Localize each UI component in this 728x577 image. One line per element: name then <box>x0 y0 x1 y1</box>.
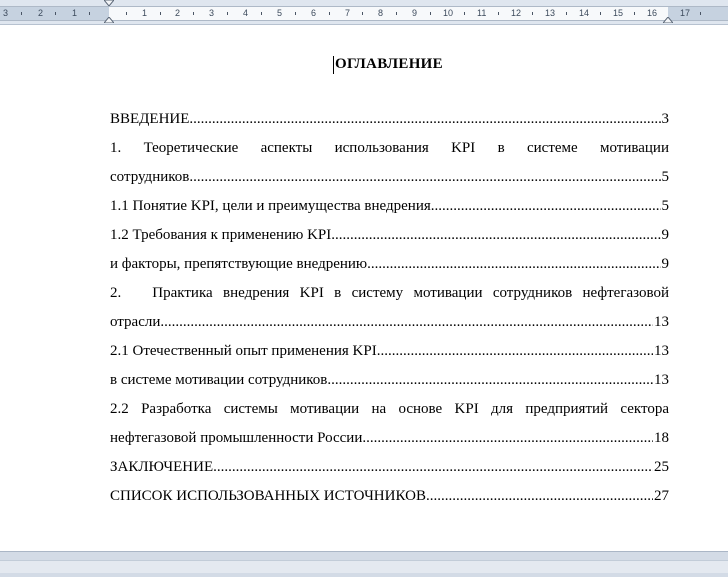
toc-leader <box>189 105 660 134</box>
toc-entry[interactable] <box>110 250 669 279</box>
right-indent-marker[interactable] <box>663 17 673 23</box>
page-title: ОГЛАВЛЕНИЕ <box>335 56 443 72</box>
ruler-tick <box>55 12 56 15</box>
ruler-label: 15 <box>613 8 624 18</box>
ruler-label: 10 <box>443 8 454 18</box>
ruler-tick <box>89 12 90 15</box>
ruler-label: 17 <box>680 8 691 18</box>
ruler-tick <box>362 12 363 15</box>
toc-page-number: 3 <box>661 111 669 127</box>
toc-entry-text: в системе мотивации сотрудников <box>110 372 328 388</box>
ruler-tick <box>498 12 499 15</box>
ruler-label: 1 <box>72 8 78 18</box>
ruler-tick <box>227 12 228 15</box>
ruler-label: 3 <box>3 8 9 18</box>
ruler-tick <box>600 12 601 15</box>
status-bar <box>0 551 728 577</box>
ruler-tick <box>261 12 262 15</box>
toc-entry[interactable] <box>110 337 669 366</box>
left-indent-marker[interactable] <box>104 17 114 23</box>
toc-page-number: 9 <box>661 227 669 243</box>
ruler-label: 7 <box>345 8 351 18</box>
toc-entry-text: СПИСОК ИСПОЛЬЗОВАННЫХ ИСТОЧНИКОВ <box>110 488 426 504</box>
ruler-tick <box>700 12 701 15</box>
ruler-tick <box>329 12 330 15</box>
toc-entry-text: нефтегазовой промышленности России <box>110 430 363 446</box>
document-page[interactable] <box>0 25 728 551</box>
toc-entry[interactable] <box>110 453 669 482</box>
toc-entry[interactable] <box>110 308 669 337</box>
ruler-tick <box>566 12 567 15</box>
toc-page-number: 13 <box>654 314 669 330</box>
horizontal-scroll-area[interactable] <box>0 560 728 573</box>
toc-leader <box>189 163 660 192</box>
toc-page-number: 9 <box>661 256 669 272</box>
ruler-right-margin <box>668 7 728 20</box>
toc-page-number: 27 <box>654 488 669 504</box>
toc-leader <box>160 308 653 337</box>
ruler-label: 8 <box>378 8 384 18</box>
toc-page-number: 25 <box>654 459 669 475</box>
ruler-tick <box>396 12 397 15</box>
ruler-label: 4 <box>243 8 249 18</box>
toc-entry-text: ЗАКЛЮЧЕНИЕ <box>110 459 214 475</box>
toc-entry-text: и факторы, препятствующие внедрению <box>110 256 368 272</box>
toc-entry-text[interactable]: 2.2 Разработка системы мотивации на основе KPI для предприятий сектора <box>110 401 669 417</box>
toc-entry-text: 2.1 Отечественный опыт применения KPI <box>110 343 377 359</box>
ruler-tick <box>295 12 296 15</box>
ruler-tick <box>464 12 465 15</box>
ruler-tick <box>21 12 22 15</box>
toc-entry-text[interactable]: 2. Практика внедрения KPI в систему мотивации сотрудников нефтегазовой <box>110 285 669 301</box>
first-line-indent-marker[interactable] <box>104 0 114 6</box>
table-of-contents <box>110 105 669 511</box>
ruler-label: 14 <box>579 8 590 18</box>
toc-leader <box>362 424 653 453</box>
ruler-tick <box>126 12 127 15</box>
ruler-label: 5 <box>277 8 283 18</box>
toc-entry-text: ВВЕДЕНИЕ <box>110 111 190 127</box>
toc-page-number: 5 <box>661 198 669 214</box>
ruler-label: 1 <box>142 8 148 18</box>
toc-leader <box>213 453 653 482</box>
toc-entry[interactable] <box>110 366 669 395</box>
toc-entry[interactable] <box>110 221 669 250</box>
ruler-tick <box>532 12 533 15</box>
toc-entry-text: отрасли <box>110 314 161 330</box>
toc-page-number: 5 <box>661 169 669 185</box>
toc-leader <box>426 482 653 511</box>
ruler-label: 12 <box>511 8 522 18</box>
ruler-tick <box>160 12 161 15</box>
ruler-label: 13 <box>545 8 556 18</box>
toc-leader <box>367 250 660 279</box>
horizontal-ruler[interactable] <box>0 0 728 25</box>
toc-entry[interactable] <box>110 163 669 192</box>
toc-leader <box>331 221 660 250</box>
toc-leader <box>377 337 653 366</box>
ruler-label: 6 <box>311 8 317 18</box>
ruler-label: 11 <box>477 8 487 18</box>
toc-page-number: 18 <box>654 430 669 446</box>
ruler-label: 2 <box>175 8 181 18</box>
toc-entry[interactable] <box>110 424 669 453</box>
toc-entry-text[interactable]: 1. Теоретические аспекты использования KPI в системе мотивации <box>110 140 669 156</box>
toc-entry-text: сотрудников <box>110 169 190 185</box>
ruler-label: 9 <box>412 8 418 18</box>
ruler-label: 16 <box>647 8 658 18</box>
toc-entry-text: 1.2 Требования к применению KPI <box>110 227 332 243</box>
toc-entry[interactable] <box>110 105 669 134</box>
ruler-tick <box>430 12 431 15</box>
ruler-tick <box>634 12 635 15</box>
toc-entry[interactable] <box>110 482 669 511</box>
toc-page-number: 13 <box>654 343 669 359</box>
ruler-label: 3 <box>209 8 215 18</box>
toc-entry[interactable] <box>110 192 669 221</box>
toc-page-number: 13 <box>654 372 669 388</box>
ruler-tick <box>193 12 194 15</box>
toc-entry-text: 1.1 Понятие KPI, цели и преимущества внедрения <box>110 198 431 214</box>
text-cursor <box>333 56 334 74</box>
toc-leader <box>327 366 653 395</box>
toc-leader <box>431 192 661 221</box>
ruler-label: 2 <box>38 8 44 18</box>
